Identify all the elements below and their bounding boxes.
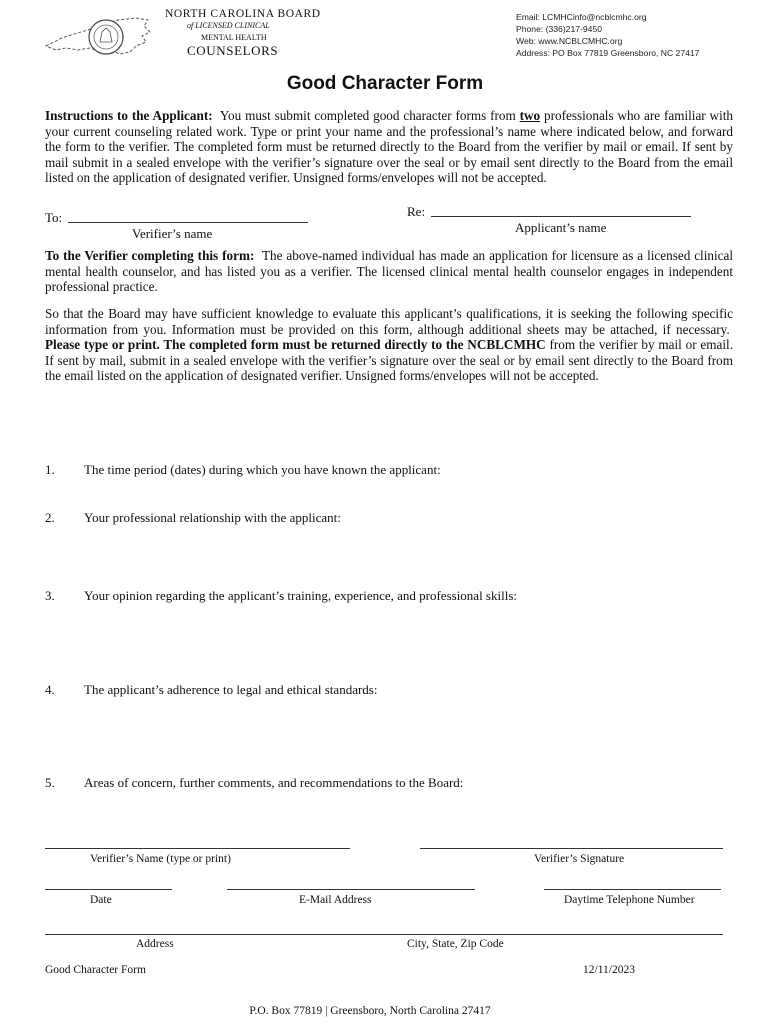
email-field[interactable]	[227, 879, 475, 890]
knowledge-bold: Please type or print. The completed form must be returned directly to the NCBLCMHC	[45, 337, 546, 353]
question-number: 3.	[45, 588, 55, 603]
knowledge-text-a: So that the Board may have sufficient knowledge to evaluate this applicant’s qualifications, it is seeking the following specific information from you. Information must be provided on this form, although additional sheets may be attached, if necessary.	[45, 306, 733, 337]
board-name	[165, 8, 325, 57]
verifier-printed-name-field[interactable]	[45, 838, 350, 849]
nc-state-logo	[44, 12, 156, 62]
verifier-lead: To the Verifier completing this form:	[45, 248, 255, 263]
instructions-text-a: You must submit completed good character forms from	[219, 108, 516, 123]
question-4-text: The applicant’s adherence to legal and ethical standards:	[84, 682, 378, 697]
contact-phone: Phone: (336)217-9450	[516, 24, 603, 35]
contact-info	[516, 11, 699, 59]
instructions-emphasis: two	[519, 108, 541, 123]
address-field[interactable]	[45, 924, 723, 935]
knowledge-paragraph	[45, 306, 733, 384]
verifier-name-field[interactable]	[68, 208, 308, 223]
instructions-paragraph	[45, 108, 733, 186]
board-name-line1: NORTH CAROLINA BOARD	[165, 8, 321, 20]
to-label: To:	[45, 210, 63, 225]
footer-form-name: Good Character Form	[45, 964, 146, 976]
question-5-text: Areas of concern, further comments, and recommendations to the Board:	[84, 775, 464, 790]
applicant-name-field[interactable]	[431, 202, 691, 217]
city-state-zip-label: City, State, Zip Code	[407, 938, 504, 950]
contact-web: Web: www.NCBLCMHC.org	[516, 36, 623, 47]
verifier-printed-name-label: Verifier’s Name (type or print)	[90, 853, 231, 865]
verifier-text: The above-named individual has made an application for licensure as a licensed clinical mental health counselor, and has listed you as a verifier. The licensed clinical mental health counselor engages in independent professional practice.	[45, 248, 734, 295]
verifier-signature-field[interactable]	[420, 838, 723, 849]
contact-email: Email: LCMHCinfo@ncblcmhc.org	[516, 12, 647, 22]
question-number: 1.	[45, 462, 55, 477]
phone-label: Daytime Telephone Number	[564, 894, 695, 906]
question-1-text: The time period (dates) during which you have known the applicant:	[84, 462, 441, 477]
email-label: E-Mail Address	[299, 894, 372, 906]
verifier-name-label: Verifier’s name	[132, 226, 213, 241]
board-name-line4: COUNSELORS	[187, 43, 279, 58]
address-label: Address	[136, 938, 174, 950]
page-title: Good Character Form	[286, 73, 484, 94]
question-number: 5.	[45, 775, 55, 790]
date-label: Date	[90, 894, 112, 906]
question-2-text: Your professional relationship with the applicant:	[84, 510, 341, 525]
verifier-signature-label: Verifier’s Signature	[534, 853, 625, 865]
instructions-lead: Instructions to the Applicant:	[45, 108, 213, 123]
footer-date: 12/11/2023	[583, 964, 635, 976]
re-label: Re:	[407, 204, 426, 219]
applicant-name-label: Applicant’s name	[515, 220, 607, 235]
question-number: 2.	[45, 510, 55, 525]
board-name-line2: of LICENSED CLINICAL	[187, 21, 270, 30]
instructions-text-b: professionals who are familiar with your current counseling related work. Type or print your name and the professional’s name where indicated below, and forward the form to the verifier. The completed form must be returned directly to the Board from the verifier by mail or email. If sent by mail submit in a sealed envelope with the verifier’s signature over the seal or by email sent directly to the Board from the email listed on the application of designated verifier. Unsigned forms/envelopes will not be accepted.	[45, 108, 733, 186]
footer-address: P.O. Box 77819 | Greensboro, North Carolina 27417	[249, 1005, 491, 1017]
verifier-paragraph	[45, 248, 733, 295]
knowledge-text-b: from the verifier by mail or email. If sent by mail, submit in a sealed envelope with the verifier’s signature over the seal or by email sent directly to the Board from the email listed on the application of designated verifier. Unsigned forms/envelopes will not be accepted.	[45, 337, 733, 384]
phone-field[interactable]	[544, 879, 721, 890]
question-number: 4.	[45, 682, 55, 697]
contact-address: Address: PO Box 77819 Greensboro, NC 27417	[516, 48, 700, 59]
board-name-line3: MENTAL HEALTH	[201, 33, 267, 42]
question-3-text: Your opinion regarding the applicant’s training, experience, and professional skills:	[84, 588, 517, 603]
date-field[interactable]	[45, 879, 172, 890]
